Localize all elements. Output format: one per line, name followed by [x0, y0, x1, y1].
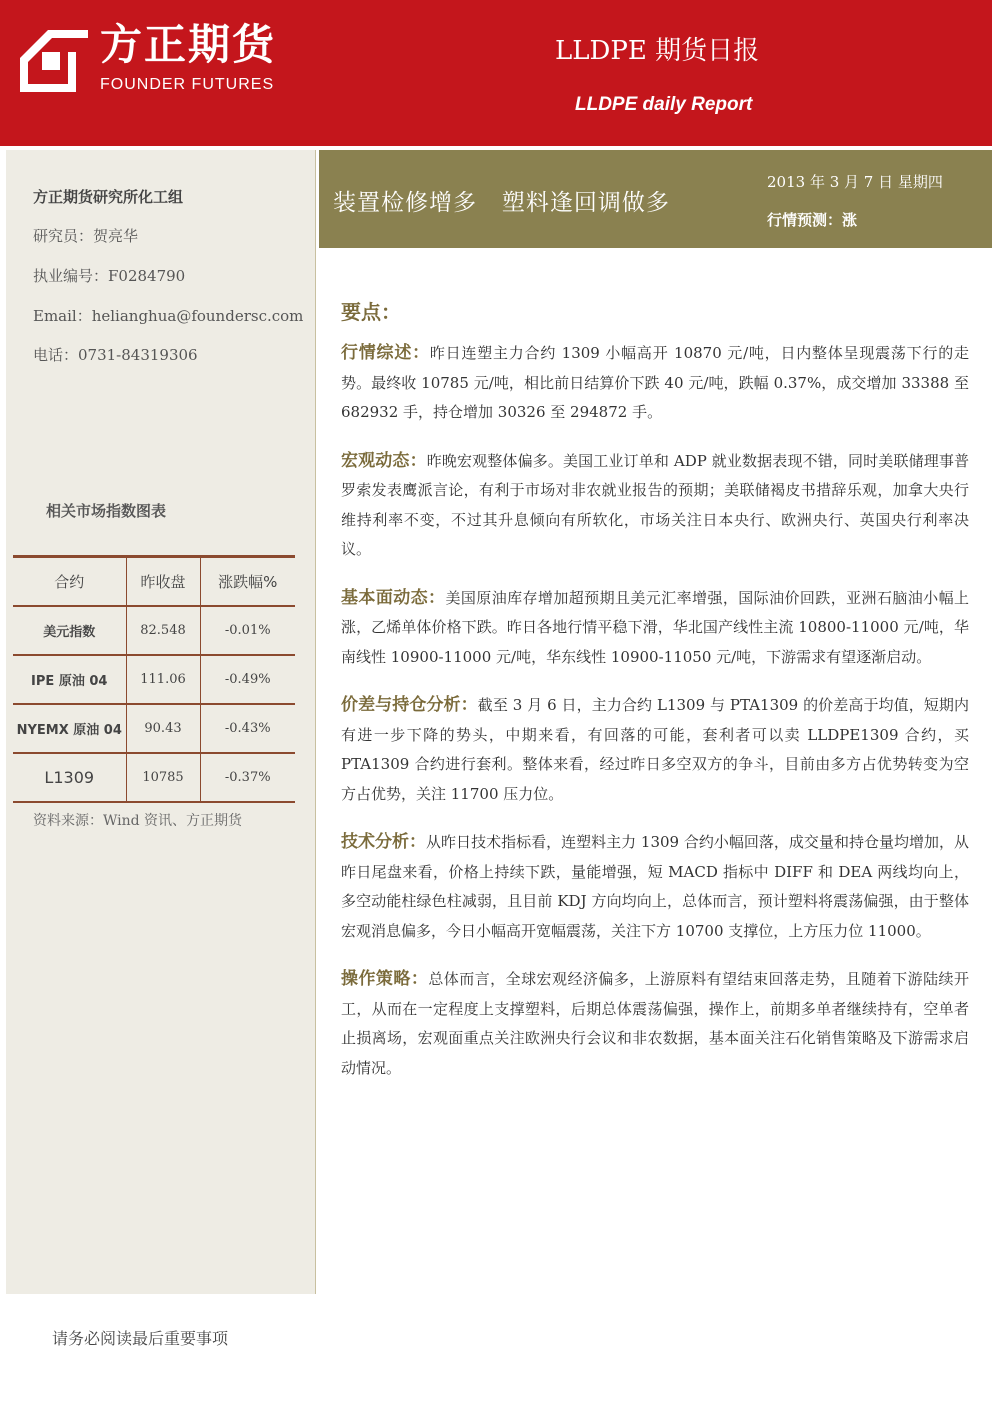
research-group: 方正期货研究所化工组 [33, 188, 184, 206]
logo-text-cn: 方正期货 [100, 20, 277, 69]
market-forecast: 行情预测：涨 [767, 211, 858, 229]
section-text: 总体而言，全球宏观经济偏多，上游原料有望结束回落走势，且随着下游陆续开工，从而在一定程度上支撑塑料，后期总体震荡偏强，操作上，前期多单者继续持有，空单者止损离场，宏观面重点关注欧洲央行会议和非农数据，基本面关注石化销售策略及下游需求启动情况。 [341, 970, 969, 1077]
main-content [341, 296, 969, 1102]
table-row [13, 704, 295, 753]
col-header-close: 昨收盘 [126, 557, 200, 606]
section-text: 从昨日技术指标看，连塑料主力 1309 合约小幅回落，成交量和持仓量均增加，从昨日尾盘来看，价格上持续下跌，量能增强，短 MACD 指标中 DIFF 和 DEA 两线均向上，多空动能柱绿色柱减弱，且目前 KDJ 方向均向上，总体而言，预计塑料将震荡偏强，由于整体宏观消息偏多，今日小幅高开宽幅震荡，关注下方 10700 支撑位，上方压力位 11000。 [341, 833, 970, 940]
change-value: -0.43% [200, 704, 295, 753]
col-header-change: 涨跌幅% [200, 557, 295, 606]
col-header-contract: 合约 [13, 557, 126, 606]
section-text: 截至 3 月 6 日，主力合约 L1309 与 PTA1309 的价差高于均值，短期内有进一步下降的势头，中期来看，有回落的可能，套利者可以卖 LLDPE1309 合约，买 PTA1309 合约进行套利。整体来看，经过昨日多空双方的争斗，目前由多方占优势转变为空方占优势，关注 11700 压力位。 [341, 696, 970, 803]
table-header-row [13, 557, 295, 606]
section-label: 行情综述： [341, 343, 430, 363]
close-value: 111.06 [126, 655, 200, 704]
keypoints-heading: 要点： [341, 300, 401, 324]
section-market-summary [341, 339, 969, 428]
market-table-title: 相关市场指数图表 [46, 502, 167, 520]
logo-text-en: FOUNDER FUTURES [100, 76, 275, 93]
section-text: 昨晚宏观整体偏多。美国工业订单和 ADP 就业数据表现不错，同时美联储理事普罗索发表鹰派言论，有利于市场对非农就业报告的预期；美联储褐皮书措辞乐观，加拿大央行维持利率不变，不过其升息倾向有所软化，市场关注日本央行、欧洲央行、英国央行利率决议。 [341, 451, 970, 558]
section-spread-position [341, 691, 969, 809]
table-row [13, 655, 295, 704]
researcher-name: 研究员：贺亮华 [33, 227, 139, 245]
section-technical [341, 828, 969, 946]
market-index-table [13, 555, 295, 803]
contract-name: NYEMX 原油 04 [13, 704, 126, 753]
section-label: 操作策略： [341, 969, 429, 989]
disclaimer-note: 请务必阅读最后重要事项 [52, 1329, 229, 1348]
section-strategy [341, 965, 969, 1083]
close-value: 10785 [126, 753, 200, 802]
section-text: 昨日连塑主力合约 1309 小幅高开 10870 元/吨，日内整体呈现震荡下行的走势。最终收 10785 元/吨，相比前日结算价下跌 40 元/吨，跌幅 0.37%，成交增加 33388 至 682932 手，持仓增加 30326 至 294872 手。 [341, 344, 969, 421]
email-address: Email：helianghua@foundersc.com [33, 307, 304, 325]
contract-name: IPE 原油 04 [13, 655, 126, 704]
report-date: 2013 年 3 月 7 日 星期四 [767, 173, 943, 191]
section-text: 美国原油库存增加超预期且美元汇率增强，国际油价回跌，亚洲石脑油小幅上涨，乙烯单体价格下跌。昨日各地行情平稳下滑，华北国产线性主流 10800-11000 元/吨，华南线性 10900-11000 元/吨，华东线性 10900-11050 元/吨，下游需求有望逐渐启动。 [341, 588, 969, 666]
section-macro [341, 447, 969, 565]
sidebar [6, 150, 316, 1294]
section-label: 技术分析： [341, 832, 427, 852]
change-value: -0.49% [200, 655, 295, 704]
report-subtitle: LLDPE daily Report [575, 94, 753, 115]
contract-name: 美元指数 [13, 606, 126, 655]
section-label: 价差与持仓分析： [341, 695, 478, 715]
close-value: 90.43 [126, 704, 200, 753]
contract-name: L1309 [13, 753, 126, 802]
section-fundamentals [341, 584, 969, 673]
title-band [319, 150, 992, 248]
founder-logo-icon [20, 30, 88, 92]
change-value: -0.01% [200, 606, 295, 655]
phone-number: 电话：0731-84319306 [33, 346, 198, 364]
table-row [13, 753, 295, 802]
report-title: LLDPE 期货日报 [555, 36, 760, 66]
close-value: 82.548 [126, 606, 200, 655]
change-value: -0.37% [200, 753, 295, 802]
section-label: 宏观动态： [341, 450, 427, 471]
table-row [13, 606, 295, 655]
section-label: 基本面动态： [341, 587, 446, 608]
report-header [0, 0, 992, 146]
headline: 装置检修增多 塑料逢回调做多 [333, 190, 670, 216]
data-source-note: 资料来源：Wind 资讯、方正期货 [33, 813, 243, 829]
license-number: 执业编号：F0284790 [33, 267, 186, 285]
